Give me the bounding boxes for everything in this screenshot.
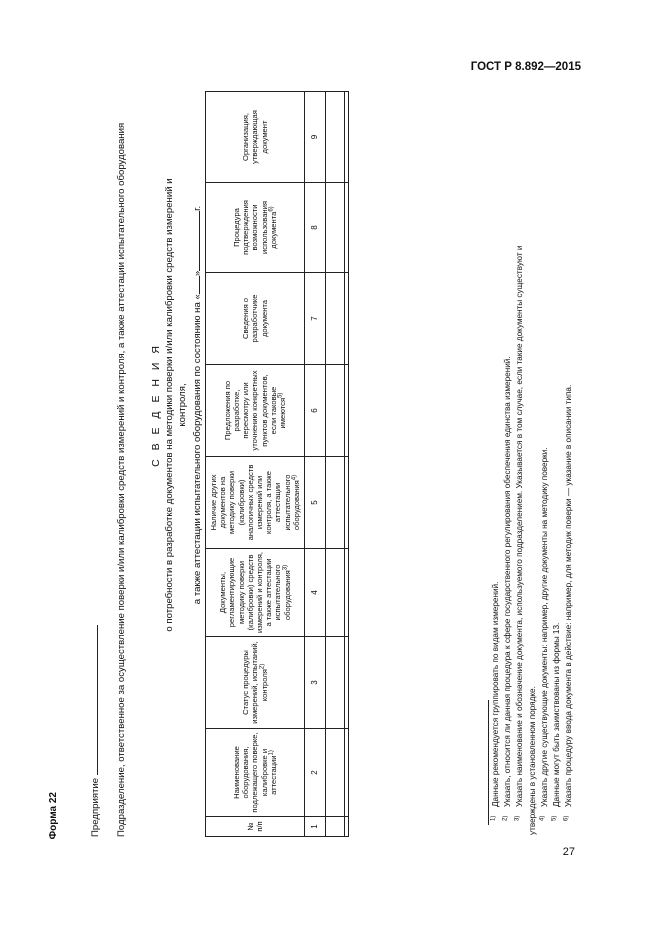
enterprise-line <box>87 625 101 837</box>
footnote: $^{5)}$Данные могут быть заимствованы из формы 13. <box>551 622 562 821</box>
column-header: Статус процедуры измерений, испытаний, контроля$^{2)}$ <box>206 637 305 729</box>
footnote-continuation: утверждены в установленном порядке. <box>527 686 537 835</box>
header-row <box>206 92 305 837</box>
column-number: 7 <box>305 273 326 365</box>
footnote: $^{4)}$Указать другие существующие документы: например, другие документы на методику поверки. <box>539 447 549 821</box>
footnote: $^{2)}$Указать, относится ли данная процедура к сфере государственного регулирования обеспечения единства измерений. <box>502 356 513 821</box>
footnotes <box>490 81 575 835</box>
footnote: $^{3)}$Указать наименование и обозначение документа, используемого подразделением. Указывается в том случае, если такие документы существуют и <box>514 245 525 821</box>
column-number: 4 <box>305 549 326 637</box>
column-number: 6 <box>305 365 326 457</box>
footnote: $^{1)}$Данные рекомендуется группировать по видам измерений. <box>490 581 500 821</box>
column-header: № п/п <box>206 817 305 837</box>
standard-code: ГОСТ Р 8.892—2015 <box>470 61 581 73</box>
column-number: 2 <box>305 729 326 817</box>
table-bottom-rule <box>345 92 349 837</box>
column-number: 5 <box>305 457 326 549</box>
column-number: 8 <box>305 183 326 273</box>
column-header: Организация, утверждающая документ <box>206 92 305 183</box>
form-subtitle-line2: а также аттестации испытательного оборудования по состоянию на «»г. <box>189 165 204 645</box>
column-number-row <box>305 92 326 837</box>
footnote: $^{6)}$Указать процедуру ввода документа в действие: например, для методик поверки — указание в описании типа. <box>563 384 574 821</box>
form-subtitle-line1: о потребности в разработке документов на методики поверки и/или калибровки средств измерений и контроля, <box>164 178 188 632</box>
column-header: Сведения о разработчике документа <box>206 273 305 365</box>
page-number: 27 <box>562 846 575 858</box>
form-title: С В Е Д Е Н И Я <box>150 343 162 467</box>
column-header: Процедура подтверждения возможности использования документа$^{6)}$ <box>206 183 305 273</box>
form-title-block <box>150 165 204 645</box>
department-line: Подразделение, ответственное за осуществление поверки и/или калибровки средств измерений и контроля, а также аттестации испытательного оборудования <box>116 122 127 837</box>
column-header: Наличие других документов на методику поверки (калибровки) аналогичных средств измерений или контроля, а также аттестации испытательного оборудования$^{4)}$ <box>206 457 305 549</box>
form-label: Форма 22 <box>48 792 59 840</box>
enterprise-label: Предприятие <box>90 777 101 837</box>
form-table <box>205 91 349 837</box>
column-header: Документы, регламентирующие методику поверки (калибровки) средств измерений и контроля, а также аттестации испытательного оборудования$^{3)}$ <box>206 549 305 637</box>
column-number: 3 <box>305 637 326 729</box>
footnote-separator <box>488 700 489 825</box>
column-header: Наименование оборудования, подлежащего поверке, калибровке и аттестации$^{1)}$ <box>206 729 305 817</box>
empty-row <box>326 92 345 837</box>
enterprise-blank <box>87 625 98 775</box>
column-number: 1 <box>305 817 326 837</box>
column-header: Предложения по разработке, пересмотру или уточнению конкретных пунктов документов, если таковые имеются$^{5)}$ <box>206 365 305 457</box>
column-number: 9 <box>305 92 326 183</box>
